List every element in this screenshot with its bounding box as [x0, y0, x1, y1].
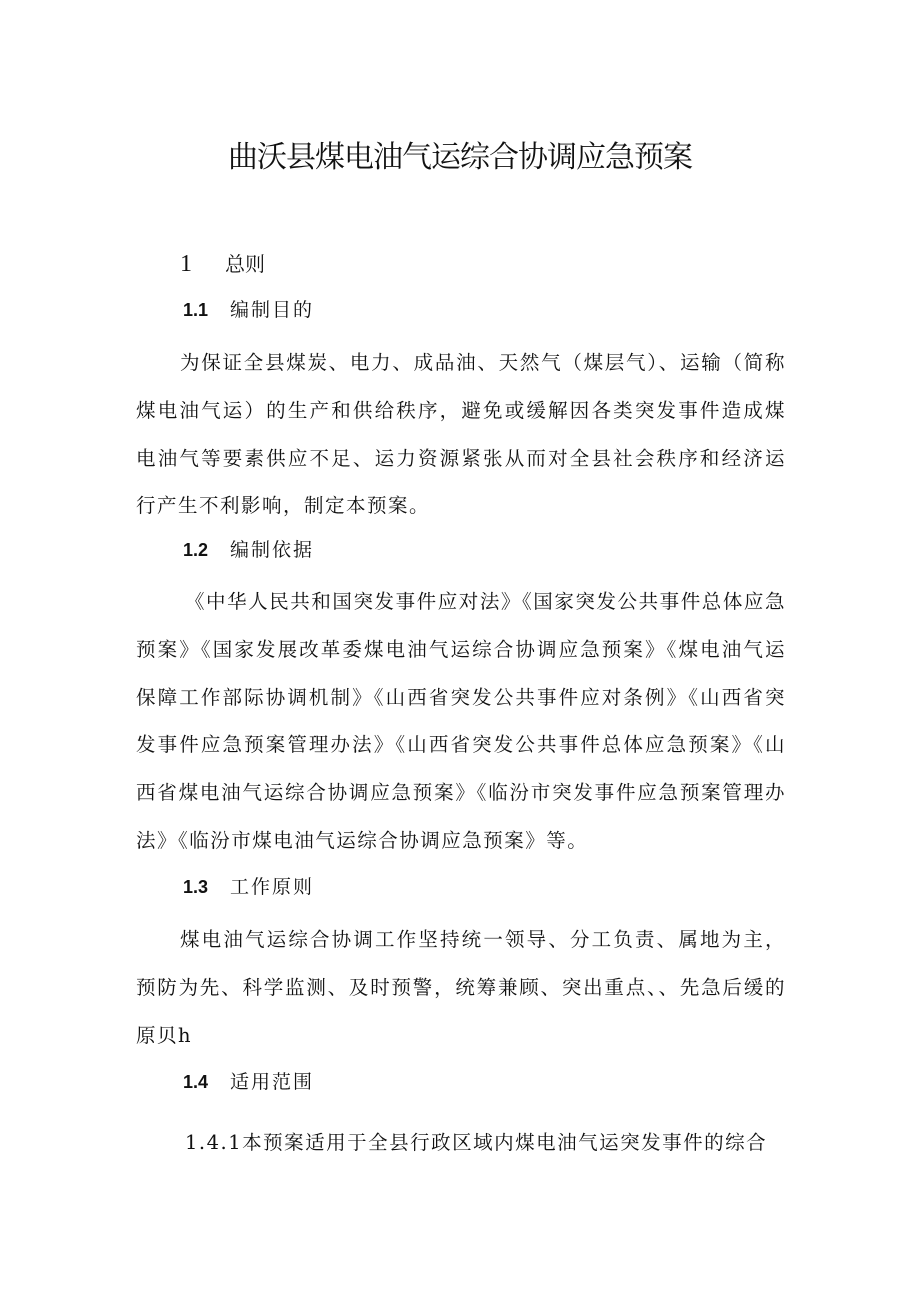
section-number: 1.4 — [183, 1072, 209, 1092]
section-heading-1-3 — [183, 872, 314, 902]
section-title: 编制依据 — [230, 539, 315, 561]
section-number: 1.3 — [183, 877, 209, 897]
section-title: 编制目的 — [230, 299, 315, 321]
section-title: 适用范围 — [230, 1071, 315, 1093]
chapter-heading — [180, 248, 265, 280]
section-heading-1-2 — [183, 535, 314, 565]
section-paragraph-1-4: 1.4.1本预案适用于全县行政区域内煤电油气运突发事件的综合 — [185, 1131, 768, 1154]
section-heading-1-1 — [183, 295, 314, 325]
section-paragraph-1-2: 《中华人民共和国突发事件应对法》《国家突发公共事件总体应急预案》《国家发展改革委煤电油气运综合协调应急预案》《煤电油气运保障工作部际协调机制》《山西省突发公共事件应对条例》《山西省突发事件应急预案管理办法》《山西省突发公共事件总体应急预案》《山西省煤电油气运综合协调应急预案》《临汾市突发事件应急预案管理办法》《临汾市煤电油气运综合协调应急预案》等。 — [136, 590, 786, 852]
section-heading-1-4 — [183, 1067, 314, 1097]
chapter-number: 1 — [180, 251, 192, 277]
section-paragraph-1-3: 煤电油气运综合协调工作坚持统一领导、分工负责、属地为主，预防为先、科学监测、及时预警，统筹兼顾、突出重点、、先急后缓的原贝h — [136, 928, 786, 1047]
document-title: 曲沃县煤电油气运综合协调应急预案 — [228, 140, 692, 175]
section-paragraph-1-1: 为保证全县煤炭、电力、成品油、天然气（煤层气）、运输（简称煤电油气运）的生产和供给秩序，避免或缓解因各类突发事件造成煤电油气等要素供应不足、运力资源紧张从而对全县社会秩序和经济运行产生不利影响，制定本预案。 — [136, 351, 786, 518]
chapter-title: 总则 — [225, 252, 265, 276]
section-number: 1.1 — [183, 300, 209, 320]
section-title: 工作原则 — [230, 876, 315, 898]
section-number: 1.2 — [183, 540, 209, 560]
